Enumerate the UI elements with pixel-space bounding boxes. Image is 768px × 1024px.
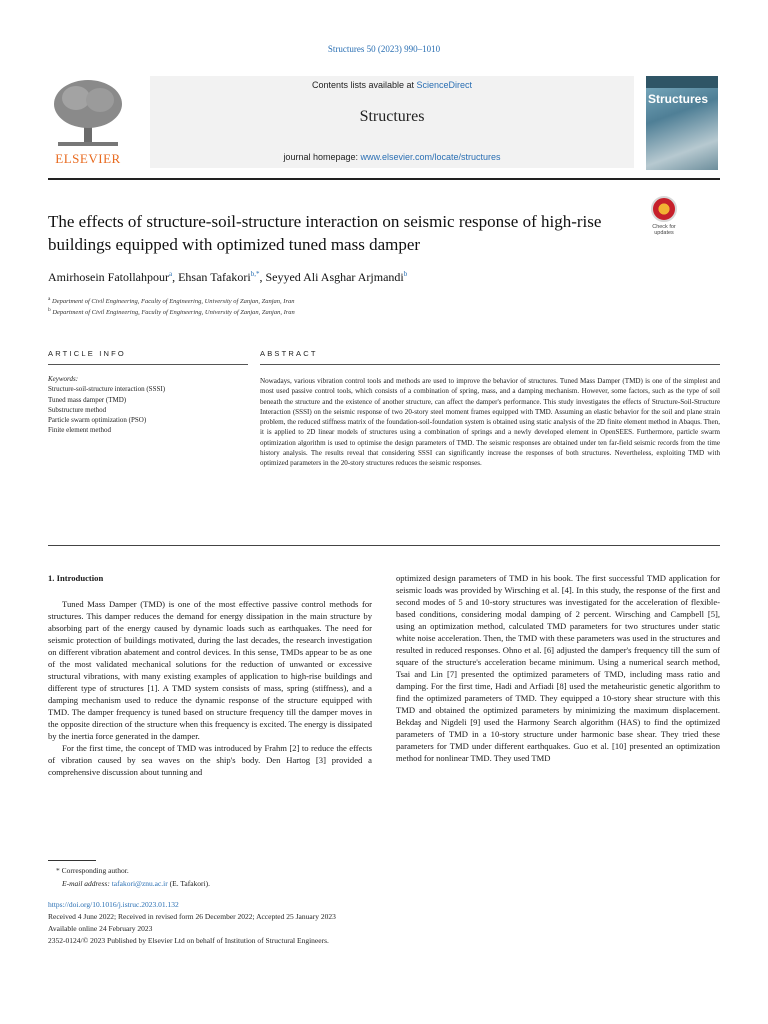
- journal-info-box: [150, 76, 634, 168]
- article-info-rule: [48, 364, 248, 365]
- email-note: [62, 879, 210, 888]
- available-online: Available online 24 February 2023: [48, 924, 153, 933]
- tree-icon: [48, 76, 128, 150]
- journal-reference[interactable]: Structures 50 (2023) 990–1010: [327, 44, 441, 54]
- abstract-text: Nowadays, various vibration control tools and methods are used to improve the behavior of structures. Tuned Mass Damper (TMD) is one of the simplest and most used passive control tools, which consists of a combination of spring, mass, and a damping mechanism. However, some factors, such as the type of soil beneath the structure and the existence of another structure, can affect the damper's performance. This study investigates the effects of Structure-Soil-Structure Interaction (SSSI) on the seismic response of two 20-story steel moment frames equipped with TMD. Assuming an elastic behavior for the soil and plane strain problem, the reduced stiffness matrix of the foundation-soil-foundation system is obtained using static analysis of the 2D finite element method in Abaqus. Then, it is applied to 2D linear models of structures using a combination of springs and a newly developed element in OpenSEES. Furthermore, particle swarm optimization algorithm is used to optimise the design parameters of TMD. The seismic responses are obtained under ten far-field seismic records from the time history analysis. The results reveal that considering SSSI can significantly increase the responses of both structures. Nevertheless, exploiting TMD with optimized parameters in the 20-story structures reduces the seismic responses.: [260, 377, 720, 468]
- author-name[interactable]: Amirhosein Fatollahpour: [48, 270, 169, 284]
- section-title: 1. Introduction: [48, 573, 104, 583]
- footnote-rule: [48, 860, 96, 861]
- check-updates-label: Check for updates: [652, 224, 676, 236]
- publisher-name: ELSEVIER: [55, 151, 121, 166]
- doi-link[interactable]: https://doi.org/10.1016/j.istruc.2023.01.132: [48, 900, 179, 909]
- email-link[interactable]: tafakori@znu.ac.ir: [111, 879, 168, 888]
- affiliation-mark: a: [48, 296, 51, 302]
- article-info-heading: ARTICLE INFO: [48, 349, 126, 358]
- check-updates-icon: [651, 196, 677, 222]
- keyword-item: Tuned mass damper (TMD): [48, 395, 127, 404]
- corresponding-author-note: * Corresponding author.: [56, 866, 129, 875]
- article-title: The effects of structure-soil-structure interaction on seismic response of high-rise buildings equipped with optimized tuned mass damper: [48, 212, 602, 254]
- author-affil-mark[interactable]: a: [168, 270, 173, 278]
- email-label: E-mail address:: [62, 879, 112, 888]
- homepage-link[interactable]: www.elsevier.com/locate/structures: [360, 152, 501, 162]
- cover-strip: [646, 76, 718, 88]
- author-name[interactable]: Seyyed Ali Asghar Arjmandi: [265, 270, 404, 284]
- affiliation-text: Department of Civil Engineering, Faculty of Engineering, University of Zanjan, Zanjan, Iran: [52, 298, 295, 306]
- journal-homepage: [150, 152, 634, 162]
- body-paragraph: optimized design parameters of TMD in his book. The first successful TMD application for seismic loads was provided by Wirsching et al. [4]. In this study, the response of the first and second modes of 5 and 10-story structures was investigated for the acceleration of flexible-based conditions, considering modal damping of 2 percent. Wirsching and Campbell [5], using an optimization method, calculated TMD parameters for two structures under static white noise acceleration. Then, the TMD with these parameters was used in the structures and resulted in reduced responses. Ohno et al. [6] adjusted the damper's frequency till the sum of square of the structure's acceleration became minimum. Using a numerical search method, Tsai and Lin [7] presented the optimized parameters of TMD, including mass ratio and damping. For the first time, Hadi and Arfiadi [8] used the metaheuristic genetic algorithm to find the optimized parameters of TMD. They equipped a 10-story shear structure with this TMD and obtained the optimized parameters by minimizing the maximum displacement. Bekdaş and Nigdeli [9] used the Harmony Search algorithm (HAS) to find the optimized parameters of TMD in a 10-story structure under harmonic base shear. They tried these parameters for TMD under different earthquakes. Guo et al. [10] presented an optimization method for nonlinear TMD. They used TMD: [396, 573, 720, 763]
- body-paragraph: For the first time, the concept of TMD was introduced by Frahm [2] to reduce the effects of vibration caused by sea waves on the ship's body. Den Hartog [3] provided a comprehensive discussion about tunning and: [48, 743, 372, 777]
- body-paragraph: Tuned Mass Damper (TMD) is one of the most effective passive control methods for structures. This damper reduces the demand for energy dissipation in the main structure by absorbing part of the energy caused by dynamic loads such as earthquakes. The need for seismic protection of buildings motivated, during the last decades, the research investigation on different vibration abatement and control devices. In this sense, TMDs appear to be as one of the most validated mechanical solutions for the reduction of unwanted or excessive structural vibrations, with many existing examples of application to high-rise buildings and different type of structures [1]. A TMD system consists of mass, spring (stiffness), and a damping mechanism used to reduce the dynamic response of the structure equipped with TMD. The damper frequency is tuned based on structure frequency till the damper moves in the opposite direction of the structure when this frequency is excited. The energy is dissipated by the inertia force generated in the damper.: [48, 599, 372, 741]
- check-for-updates-button[interactable]: [646, 196, 682, 236]
- cover-title: Structures: [648, 92, 709, 106]
- copyright-line: 2352-0124/© 2023 Published by Elsevier Ltd on behalf of Institution of Structural Engineers.: [48, 936, 329, 945]
- keyword-item: Structure-soil-structure interaction (SSSI): [48, 385, 166, 394]
- received-dates: Received 4 June 2022; Received in revised form 26 December 2022; Accepted 25 January 2023: [48, 912, 336, 921]
- journal-name: Structures: [359, 108, 425, 125]
- homepage-prefix: journal homepage:: [283, 152, 361, 162]
- body-column-right: [396, 572, 720, 764]
- sciencedirect-link[interactable]: ScienceDirect: [416, 80, 473, 90]
- affiliation-text: Department of Civil Engineering, Faculty of Engineering, University of Zanjan, Zanjan, Iran: [52, 309, 295, 317]
- author-affil-mark[interactable]: b,*: [250, 270, 260, 278]
- elsevier-tree-logo[interactable]: [48, 76, 128, 168]
- contents-lists: [150, 80, 634, 90]
- header-rule: [48, 178, 720, 180]
- abstract-bottom-rule: [48, 545, 720, 546]
- affiliation-mark: b: [48, 307, 51, 313]
- journal-cover-image[interactable]: [646, 76, 718, 170]
- affiliation-b: [48, 307, 720, 316]
- keywords-label: Keywords:: [48, 375, 79, 383]
- journal-banner: [48, 76, 720, 172]
- keyword-item: Finite element method: [48, 426, 111, 435]
- keyword-item: Particle swarm optimization (PSO): [48, 416, 147, 425]
- author-list: Amirhosein Fatollahpour$^a$, Ehsan Tafakori$^{b,*}$, Seyyed Ali Asghar Arjmandi$^b$: [48, 270, 408, 284]
- abstract-rule: [260, 364, 720, 365]
- keywords-list: [48, 374, 248, 436]
- author-name[interactable]: Ehsan Tafakori: [178, 270, 251, 284]
- email-suffix: (E. Tafakori).: [167, 879, 211, 888]
- author-affil-mark[interactable]: b: [403, 270, 408, 278]
- abstract-heading: ABSTRACT: [260, 349, 318, 358]
- body-column-left: [48, 572, 372, 778]
- contents-prefix: Contents lists available at: [311, 80, 417, 90]
- affiliation-a: [48, 296, 720, 305]
- keyword-item: Substructure method: [48, 405, 107, 414]
